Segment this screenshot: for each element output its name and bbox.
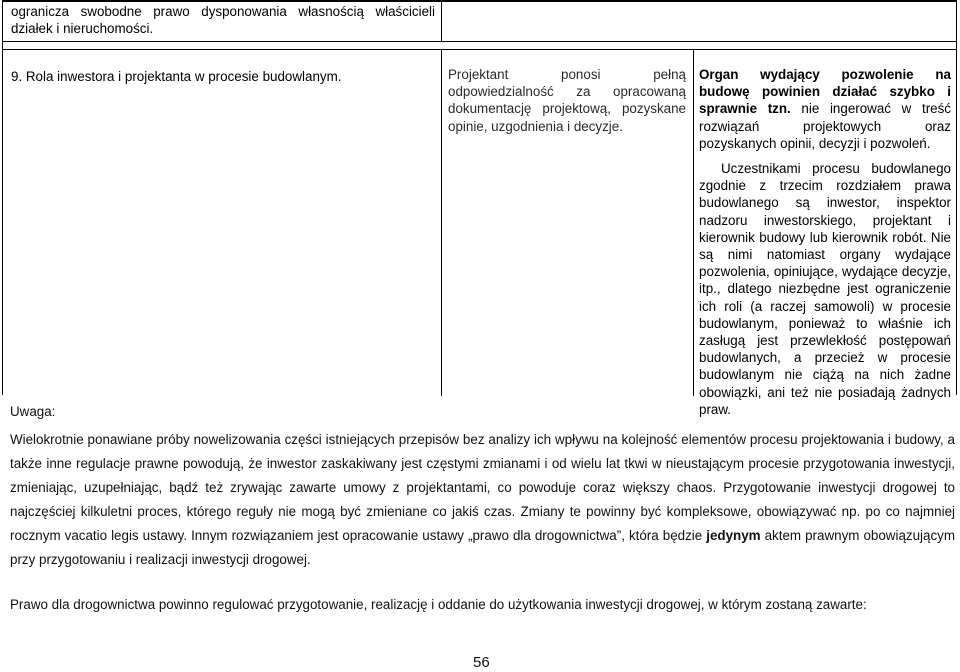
bold-text: Organ wydający pozwolenie na budowę powinien działać szybko i sprawnie tzn. bbox=[699, 67, 951, 117]
table-row-divider bbox=[3, 49, 956, 50]
note-paragraph bbox=[10, 428, 955, 573]
table-column-divider bbox=[441, 49, 442, 396]
table-cell-paragraph: Uczestnikami procesu budowlanego zgodnie z trzecim rozdziałem prawa budowlanego są inwestor, inspektor nadzoru inwestorskiego, projektant i kierownik budowy lub kierownik robót. Nie są nimi natomiast organy wydające pozwolenia, opiniujące, wydające decyzje, itp., dlatego niezbędne jest ograniczenie ich roli (a raczej samowoli) w procesie budowlanym, ponieważ to właśnie ich zasługą jest przewlekłość postępowań budowlanych, a przecież w procesie budowlanym nie ciążą na nich żadne obowiązki, ani też nie posiadają żadnych praw. bbox=[699, 161, 951, 417]
note-text: Wielokrotnie ponawiane próby nowelizowania części istniejących przepisów bez analizy ich wpływu na kolejność elementów procesu projektowania i budowy, a także inne regulacje prawne powodują, że inwestor zaskakiwany jest częstymi zmianami i od wielu lat tkwi w nieustającym procesie przygotowania inwestycji, zmieniając, uzupełniając, bądź też zrywając zawarte umowy z projektantami, co powoduje coraz większy chaos. Przygotowanie inwestycji drogowej to najczęściej kilkuletni proces, którego reguły nie mogą być zmieniane co jakiś czas. Zmiany te powinny być kompleksowe, obowiązywać np. po co najmniej rocznym vacatio legis ustawy. Innym rozwiązaniem jest opracowanie ustawy „prawo dla drogownictwa”, która będzie bbox=[10, 432, 955, 544]
table-cell-text: ogranicza swobodne prawo dysponowania własnością właścicieli działek i nieruchomości. bbox=[11, 4, 435, 37]
page-number: 56 bbox=[473, 654, 490, 671]
section-heading: 9. Rola inwestora i projektanta w procesie budowlanym. bbox=[11, 69, 342, 84]
table-cell-text: Projektant ponosi pełną odpowiedzialność za opracowaną dokumentację projektową, pozyskane opinie, uzgodnienia i decyzje. bbox=[448, 67, 686, 134]
bold-text: jedynym bbox=[706, 528, 761, 544]
table-cell-text bbox=[699, 66, 951, 152]
table-column-divider bbox=[441, 1, 442, 41]
table-border-top bbox=[3, 1, 956, 2]
table-row-divider bbox=[3, 41, 956, 42]
note-text: aktem prawnym obowiązującym przy przygotowaniu i realizacji inwestycji drogowej. bbox=[10, 528, 955, 568]
table-cell-text-rest: nie ingerować w treść rozwiązań projektowych oraz pozyskanych opinii, decyzji i pozwoleń. bbox=[699, 101, 951, 151]
paragraph: Prawo dla drogownictwa powinno regulować przygotowanie, realizację i oddanie do użytkowania inwestycji drogowej, w którym zostaną zawarte: bbox=[10, 597, 867, 612]
table-column-divider bbox=[693, 49, 694, 396]
note-label: Uwaga: bbox=[10, 404, 56, 419]
